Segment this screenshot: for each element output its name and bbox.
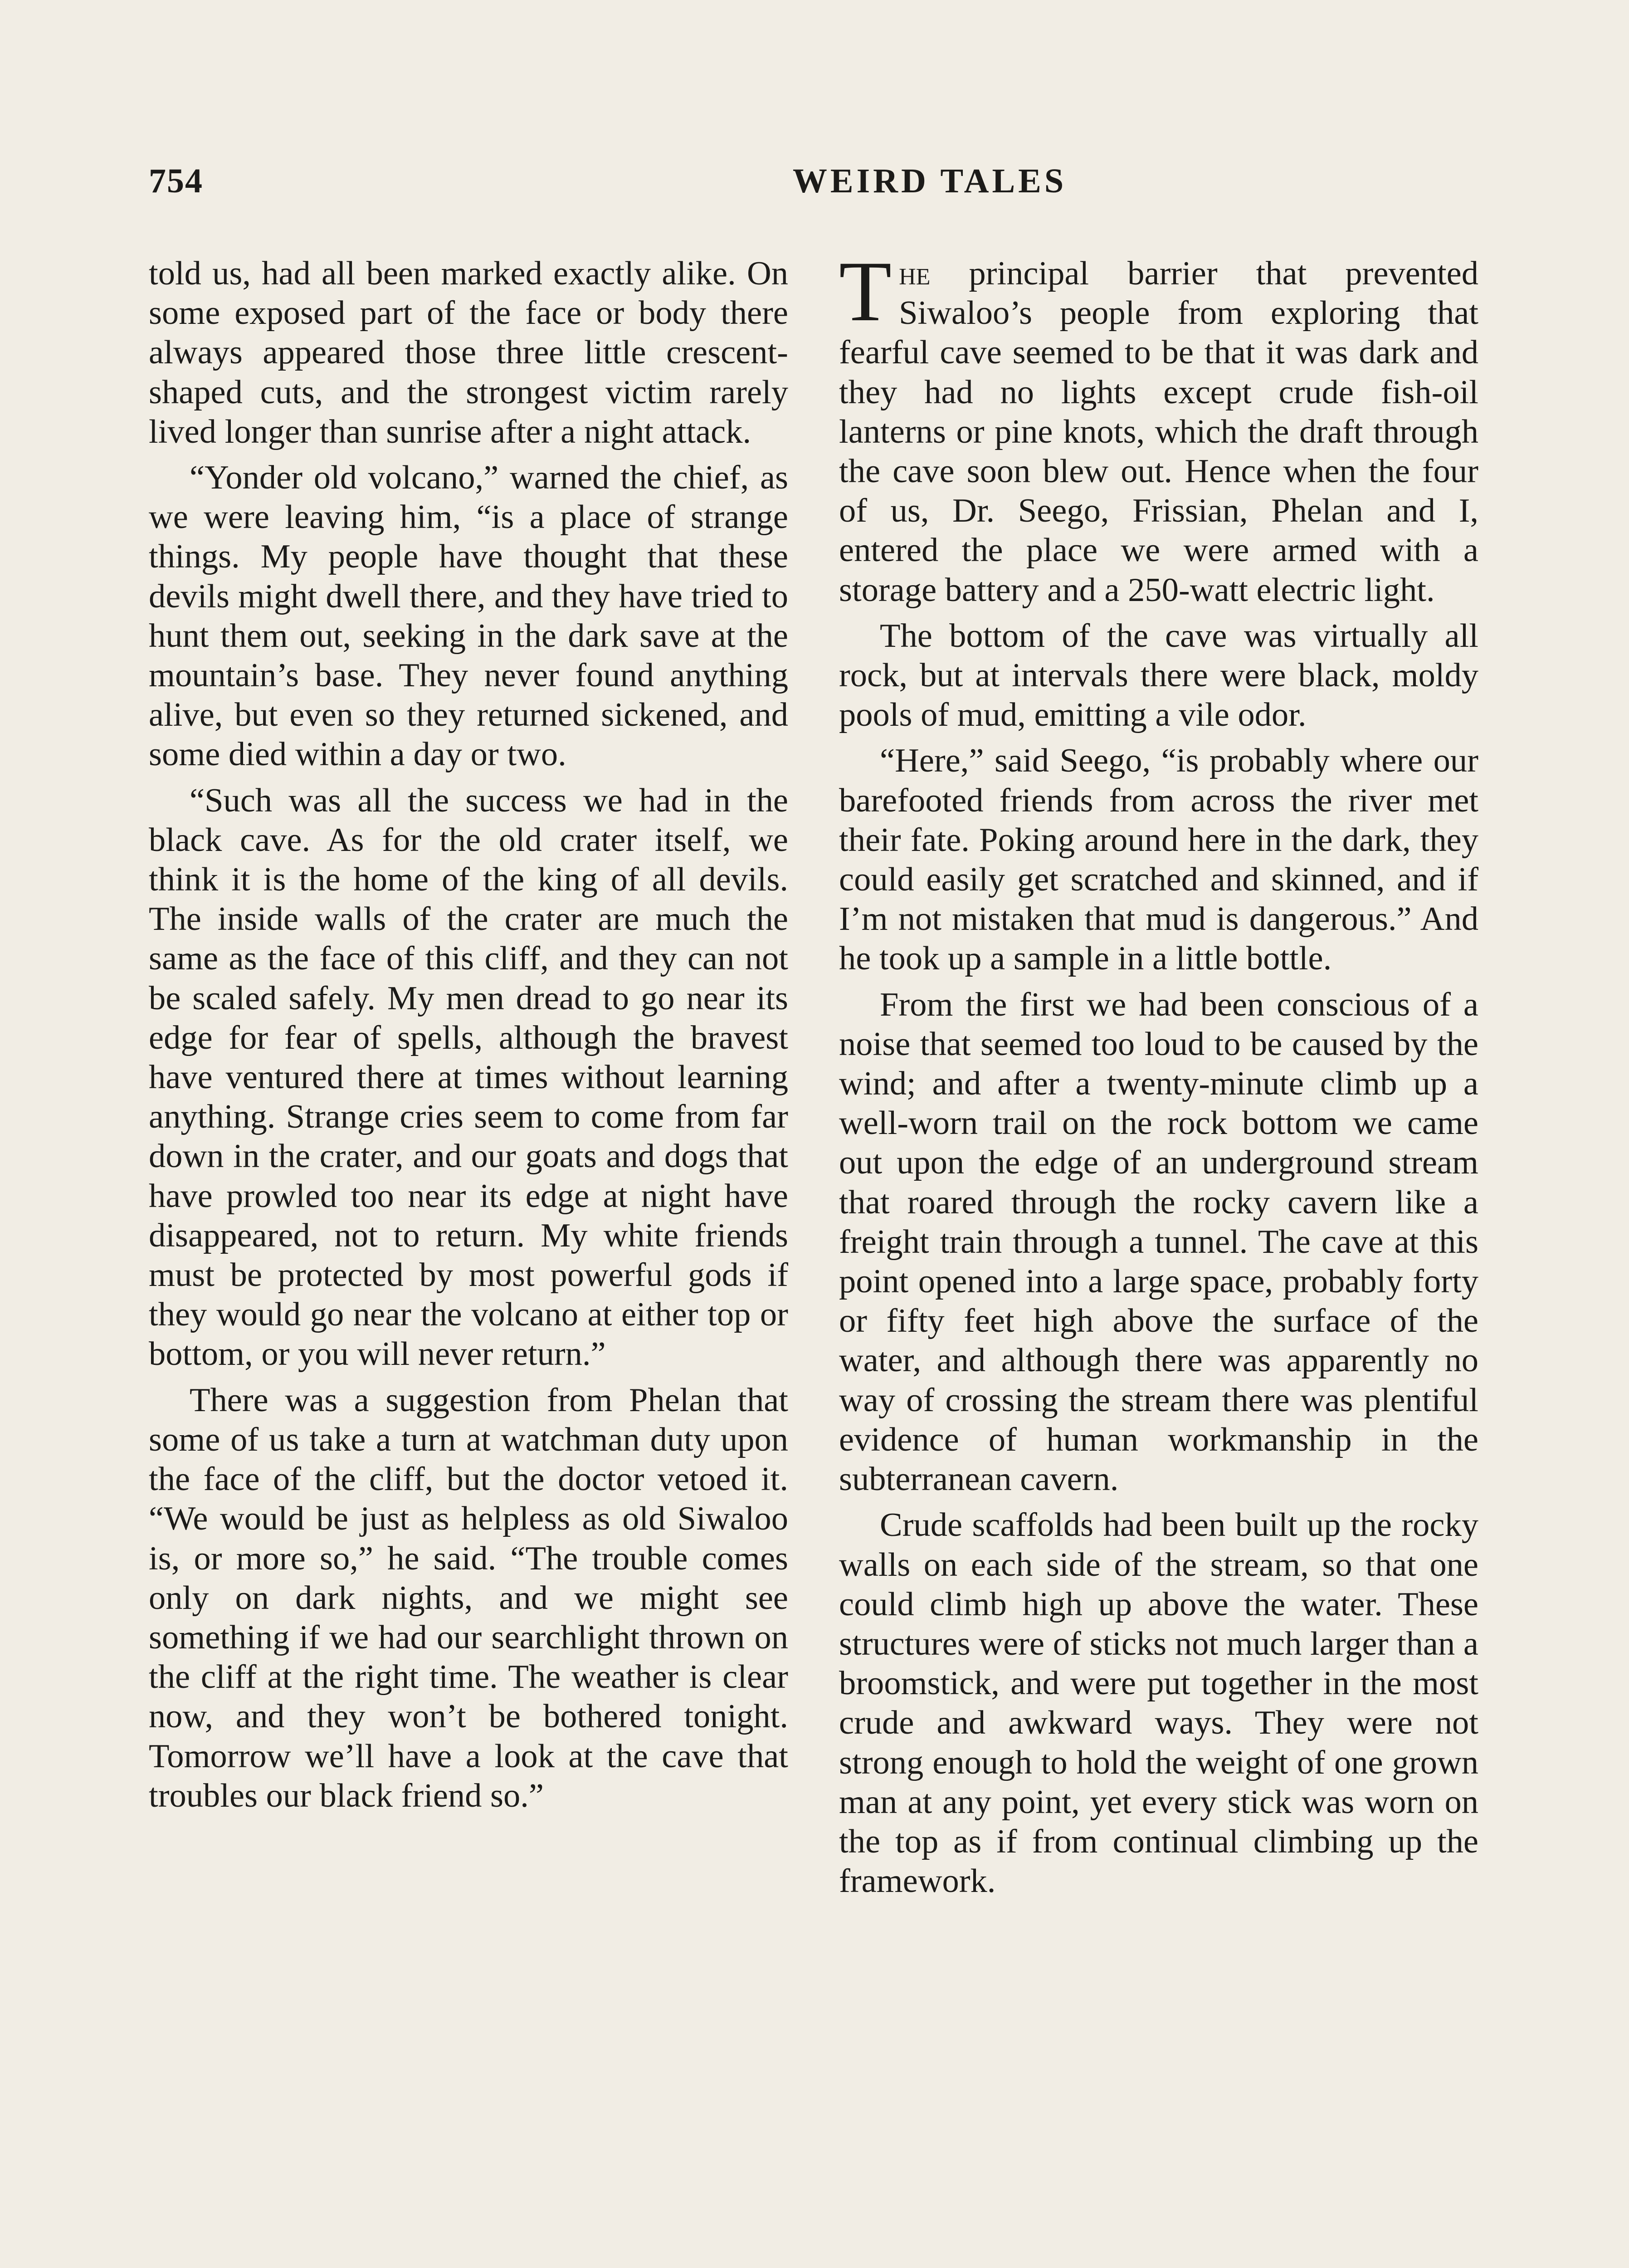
opening-paragraph: [839, 254, 1478, 610]
opening-paragraph-text: principal barrier that prevented Siwaloo’s people from exploring that fearful cave seemed to be that it was dark and they had no lights except crude fish-oil lanterns or pine knots, which the draft through the cave soon blew out. Hence when the four of us, Dr. Seego, Frissian, Phelan and I, entered the place we were armed with a storage battery and a 250-watt electric light.: [839, 255, 1478, 609]
first-word-smallcaps: he: [899, 255, 931, 292]
paragraph: “Here,” said Seego, “is probably where our barefooted friends from across the river met their fate. Poking around here in the dark, they could easily get scratched and skinned, and if I’m not mistaken that mud is dangerous.” And he took up a sample in a little bottle.: [839, 742, 1478, 978]
paragraph: told us, had all been marked exactly alike. On some exposed part of the face or body there always appeared those three little crescent-shaped cuts, and the strongest victim rarely lived longer than sunrise after a night attack.: [149, 255, 788, 450]
right-text-column: [839, 254, 1478, 2268]
paragraph: Crude scaffolds had been built up the rocky walls on each side of the stream, so that one could climb high up above the water. These structures were of sticks not much larger than a broomstick, and were put together in the most crude and awkward ways. They were not strong enough to hold the weight of one grown man at any point, yet every stick was worn on the top as if from continual climbing up the framework.: [839, 1506, 1478, 1900]
left-text-column: [149, 254, 788, 2268]
paragraph: There was a suggestion from Phelan that some of us take a turn at watchman duty upon the face of the cliff, but the doctor vetoed it. “We would be just as helpless as old Siwaloo is, or more so,” he said. “The trouble comes only on dark nights, and we might see something if we had our searchlight thrown on the cliff at the right time. The weather is clear now, and they won’t be bothered tonight. Tomorrow we’ll have a look at the cave that troubles our black friend so.”: [149, 1381, 788, 1814]
paragraph: The bottom of the cave was virtually all rock, but at intervals there were black, moldy pools of mud, emitting a vile odor.: [839, 617, 1478, 734]
page-number: 754: [149, 162, 203, 200]
paragraph: “Yonder old volcano,” warned the chief, as we were leaving him, “is a place of strange things. My people have thought that these devils might dwell there, and they have tried to hunt them out, seeking in the dark save at the mountain’s base. They never found anything alive, but even so they returned sickened, and some died within a day or two.: [149, 459, 788, 773]
running-title: WEIRD TALES: [792, 162, 1067, 200]
drop-cap-letter: T: [839, 254, 892, 339]
paragraph: From the first we had been conscious of a noise that seemed too loud to be caused by the wind; and after a twenty-minute climb up a well-worn trail on the rock bottom we came out upon the edge of an underground stream that roared through the rocky cavern like a freight train through a tunnel. The cave at this point opened into a large space, probably forty or fifty feet high above the surface of the water, and although there was apparently no way of crossing the stream there was plentiful evidence of human workmanship in the subterranean cavern.: [839, 986, 1478, 1498]
paragraph: “Such was all the success we had in the black cave. As for the old crater itself, we think it is the home of the king of all devils. The inside walls of the crater are much the same as the face of this cliff, and they can not be scaled safely. My men dread to go near its edge for fear of spells, although the bravest have ventured there at times without learning anything. Strange cries seem to come from far down in the crater, and our goats and dogs that have prowled too near its edge at night have disappeared, not to return. My white friends must be protected by most powerful gods if they would go near the volcano at either top or bottom, or you will never return.”: [149, 782, 788, 1373]
